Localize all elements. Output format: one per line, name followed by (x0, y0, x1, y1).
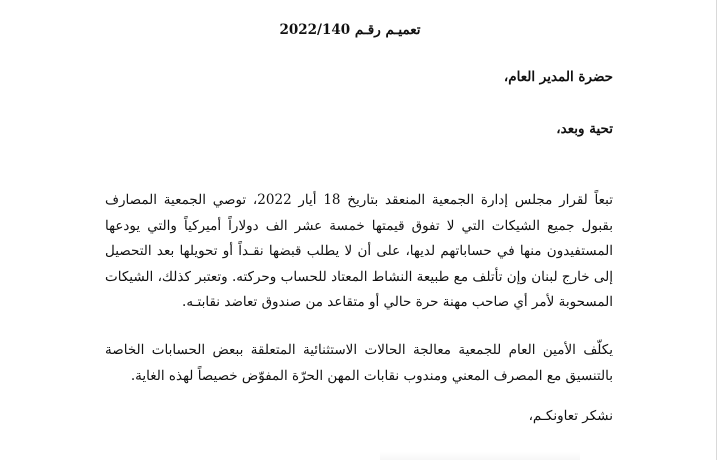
page-bottom-fade (380, 452, 580, 460)
greeting-line: تحية وبعد، (556, 121, 613, 137)
body-paragraph-1 (105, 188, 613, 316)
paragraph-1-text: تبعاً لقرار مجلس إدارة الجمعية المنعقد بتاريخ 18 أيار 2022، توصي الجمعية المصارف بقبول جميع الشيكات التي لا تفوق قيمتها خمسة عشر الف دولاراً أميركياً والتي يودعها المستفيدون منها في حساباتهم لديها، على أن لا يطلب قبضها نقـداً أو تحويلها بعد التحصيل إلى خارج لبنان وإن تأتلف مع طبيعة النشاط المعتاد للحساب وحركته. وتعتبر كذلك، الشيكات المسحوبة لأمر أي صاحب مهنة حرة حالي أو متقاعد من صندوق تعاضد نقابتـه. (105, 192, 613, 310)
body-paragraph-2 (105, 338, 613, 389)
paragraph-2-text: يكلّف الأمين العام للجمعية معالجة الحالات الاستثنائية المتعلقة ببعض الحسابات الخاصة بالتنسيق مع المصرف المعني ومندوب نقابات المهن الحرّة المفوّض خصيصاً لهذه الغاية. (105, 342, 613, 384)
addressee-line: حضرة المدير العام، (503, 69, 613, 85)
closing-line: نشكر تعاونكـم، (528, 408, 613, 424)
circular-title: تعميـم رقـم 2022/140 (279, 22, 421, 38)
